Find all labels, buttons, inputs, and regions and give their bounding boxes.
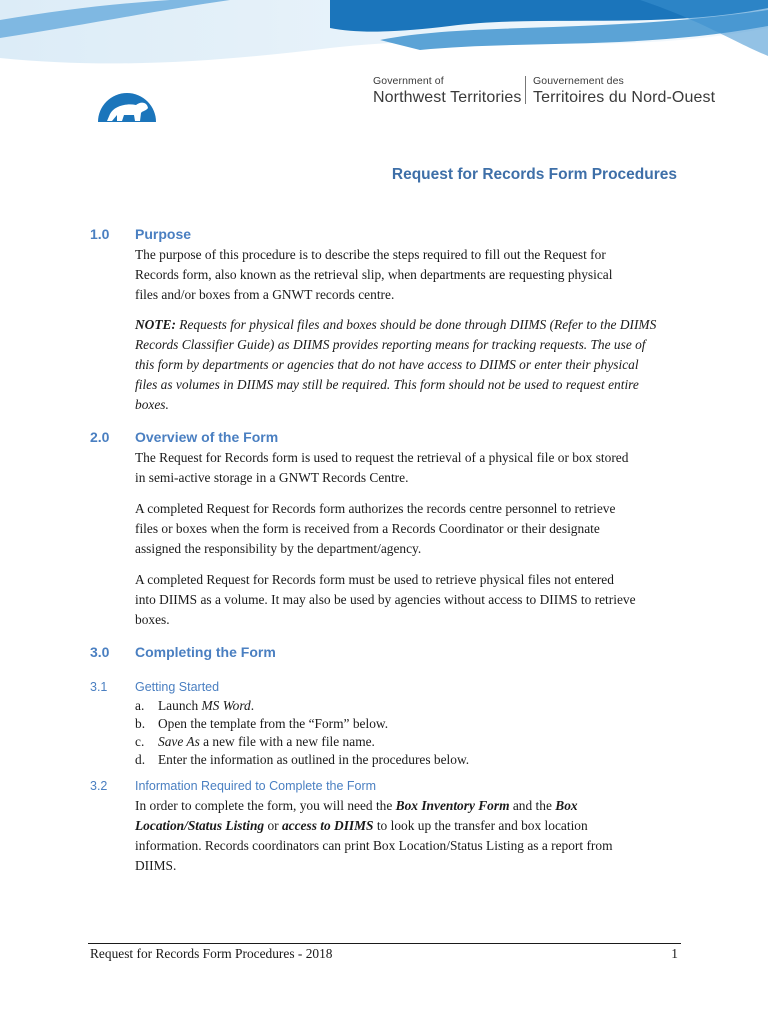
text-line [135, 315, 680, 335]
government-name-english [373, 76, 522, 106]
government-of-label: Government of [373, 75, 444, 87]
text-line: files as volumes in DIIMS may still be required. This form should not be used to request entire [135, 377, 639, 392]
overview-paragraph-3 [135, 570, 680, 630]
box-ref: Box [555, 798, 578, 813]
text-line: assigned the responsibility by the department/agency. [135, 541, 422, 556]
text-line: boxes. [135, 397, 169, 412]
government-name-french [533, 76, 715, 106]
note-paragraph [135, 315, 680, 415]
step-text: Open the template from the “Form” below. [158, 716, 389, 731]
text-line: The purpose of this procedure is to describe the steps required to fill out the Request for [135, 247, 606, 262]
territoires-du-nord-ouest-label: Territoires du Nord-Ouest [533, 88, 716, 106]
information-required-paragraph [135, 796, 680, 876]
text-line: Records form, also known as the retrieval slip, when departments are requesting physical [135, 267, 613, 282]
list-item [135, 715, 469, 733]
northwest-territories-label: Northwest Territories [373, 88, 522, 106]
section-number: 2.0 [90, 429, 110, 445]
text-line [135, 796, 680, 816]
text-run: to look up the transfer and box location [373, 818, 588, 833]
note-label: NOTE: [135, 317, 176, 332]
list-marker: b. [135, 716, 146, 731]
step-text-end: . [250, 698, 255, 713]
text-line: DIIMS. [135, 858, 177, 873]
step-text: Enter the information as outlined in the procedures below. [158, 752, 470, 767]
location-status-listing-ref: Location/Status Listing [135, 818, 265, 833]
section-number: 3.0 [90, 644, 110, 660]
footer-text: Request for Records Form Procedures - 2018 [90, 946, 333, 961]
subsection-number: 3.1 [90, 680, 108, 694]
text-line [135, 816, 680, 836]
purpose-paragraph [135, 245, 680, 305]
subsection-title: Information Required to Complete the Form [135, 779, 377, 793]
text-line: A completed Request for Records form authorizes the records centre personnel to retrieve [135, 501, 616, 516]
list-marker: d. [135, 752, 146, 767]
text-line: this form by departments or agencies that do not have access to DIIMS or enter their physical [135, 357, 639, 372]
subsection-number: 3.2 [90, 779, 108, 793]
section-title: Purpose [135, 226, 192, 242]
text-line: A completed Request for Records form must be used to retrieve physical files not entered [135, 572, 614, 587]
step-text-end: a new file with a new file name. [199, 734, 375, 749]
list-marker: c. [135, 734, 145, 749]
list-item [135, 733, 469, 751]
access-to-diims-ref: access to DIIMS [281, 818, 374, 833]
text-line: files or boxes when the form is received from a Records Coordinator or their designate [135, 521, 600, 536]
overview-paragraph-2 [135, 499, 680, 559]
note-text: Requests for physical files and boxes should be done through DIIMS (Refer to the DIIMS [175, 317, 657, 332]
getting-started-steps [135, 697, 469, 769]
step-text: Launch [158, 698, 202, 713]
text-line: boxes. [135, 612, 170, 627]
text-run: or [264, 818, 282, 833]
text-line: in semi-active storage in a GNWT Records Centre. [135, 470, 409, 485]
overview-paragraph-1 [135, 448, 680, 488]
list-item [135, 697, 469, 715]
box-inventory-form-ref: Box Inventory Form [395, 798, 510, 813]
header-divider [525, 76, 526, 104]
subsection-title: Getting Started [135, 680, 220, 694]
text-line: into DIIMS as a volume. It may also be used by agencies without access to DIIMS to retrieve [135, 592, 636, 607]
step-emphasis: MS Word [201, 698, 251, 713]
text-line: Records Classifier Guide) as DIIMS provides reporting means for tracking requests. The use of [135, 337, 646, 352]
section-number: 1.0 [90, 226, 110, 242]
text-line: files and/or boxes from a GNWT records centre. [135, 287, 395, 302]
gouvernement-des-label: Gouvernement des [533, 75, 624, 87]
document-title: Request for Records Form Procedures [391, 166, 677, 183]
section-title: Completing the Form [135, 644, 276, 660]
polar-bear-logo-icon [98, 93, 156, 122]
step-emphasis: Save As [158, 734, 200, 749]
footer-rule [88, 943, 681, 944]
text-line: The Request for Records form is used to request the retrieval of a physical file or box stored [135, 450, 629, 465]
header-banner [0, 0, 768, 140]
text-run: and the [509, 798, 556, 813]
text-run: In order to complete the form, you will need the [135, 798, 396, 813]
section-title: Overview of the Form [135, 429, 279, 445]
text-line: information. Records coordinators can print Box Location/Status Listing as a report from [135, 838, 613, 853]
page-number: 1 [671, 946, 678, 961]
list-marker: a. [135, 698, 145, 713]
list-item [135, 751, 469, 769]
